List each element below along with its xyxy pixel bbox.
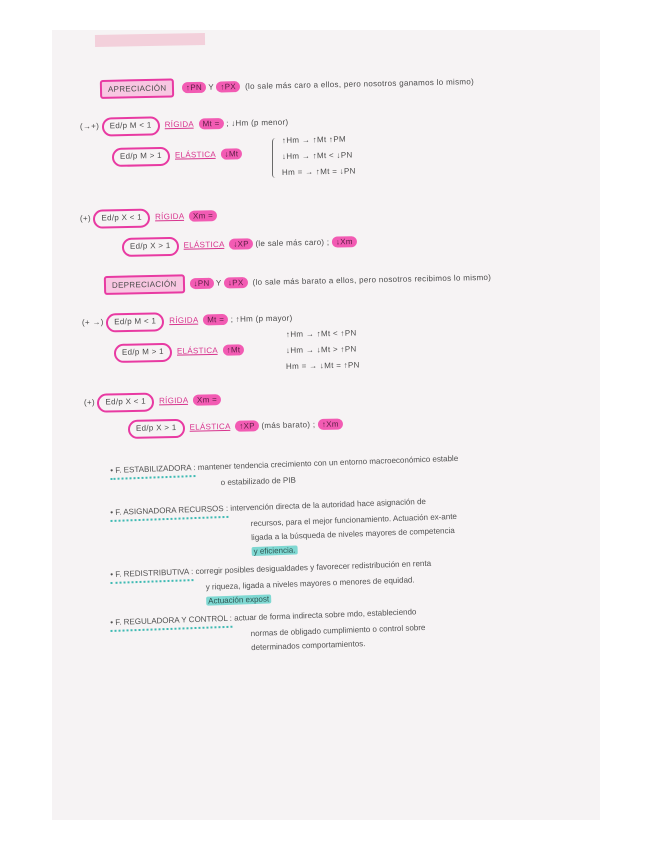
elastic-line: ↑Hm → ↑Mt ↑PM	[281, 134, 346, 145]
rigid-label: RÍGIDA	[169, 315, 199, 326]
elastic-label: ELÁSTICA	[174, 149, 216, 160]
rigid-label: RÍGIDA	[154, 211, 185, 222]
function-line: normas de obligado cumplimiento o control sobre	[250, 623, 426, 639]
rigid-value: Xm =	[189, 210, 217, 222]
elasticity-condition: Ed/p M < 1	[106, 312, 164, 332]
brace	[272, 138, 279, 178]
function-line: determinados comportamientos.	[251, 639, 366, 653]
sign-label: (+ →)	[81, 317, 104, 327]
apreciacion-pn: ↑PN	[182, 82, 206, 94]
elastic-value: ↑Mt	[222, 344, 244, 355]
rigid-label: RÍGIDA	[164, 119, 194, 130]
elastic-value: ↓Mt	[220, 148, 242, 159]
elastic-note: (le sale más caro) ;	[255, 237, 330, 249]
rigid-note: ; ↑Hm (p mayor)	[230, 313, 293, 324]
sign-label: (+)	[79, 213, 91, 223]
elastic-value: ↓XP	[229, 238, 253, 249]
elastic-label: ELÁSTICA	[189, 421, 231, 432]
elastic-line: ↑Hm → ↑Mt < ↑PN	[285, 328, 357, 339]
rigid-note: ; ↓Hm (p menor)	[226, 117, 289, 128]
elastic-line: ↓Hm → ↑Mt < ↓PN	[281, 150, 353, 161]
function-line: corregir posibles desigualdades y favorecer redistribución en renta	[195, 558, 432, 577]
depreciacion-title: DEPRECIACIÓN	[104, 274, 185, 295]
function-name: • F. ASIGNADORA RECURSOS :	[110, 502, 228, 522]
elasticity-condition: Ed/p M > 1	[112, 147, 170, 167]
apreciacion-m-elastic	[112, 145, 243, 167]
depreciacion-px: ↓PX	[224, 277, 248, 288]
rigid-value: Mt =	[199, 118, 224, 130]
rigid-value: Mt =	[203, 314, 228, 326]
apreciacion-note: (lo sale más caro a ellos, pero nosotros ganamos lo mismo)	[244, 77, 475, 91]
apreciacion-x-inelastic	[80, 207, 218, 229]
elastic-label: ELÁSTICA	[183, 239, 225, 250]
function-line: recursos, para el mejor funcionamiento. Actuación ex-ante	[250, 511, 458, 529]
depreciacion-note: (lo sale más barato a ellos, pero nosotros recibimos lo mismo)	[252, 272, 492, 287]
depreciacion-y: Y	[215, 278, 222, 288]
elasticity-condition: Ed/p X < 1	[93, 209, 150, 229]
elasticity-condition: Ed/p M > 1	[114, 343, 172, 363]
elastic-line: Hm = → ↓Mt = ↑PN	[285, 360, 360, 371]
depreciacion-x-inelastic	[84, 391, 222, 413]
function-line: mantener tendencia crecimiento con un entorno macroeconómico estable	[197, 453, 459, 472]
function-line: ligada a la búsqueda de niveles mayores de competencia	[251, 525, 455, 543]
apreciacion-px: ↑PX	[216, 81, 240, 92]
function-line: actuar de forma indirecta sobre mdo, estableciendo	[234, 607, 417, 623]
function-line: o estabilizado de PIB	[220, 475, 297, 488]
elastic-value: ↑XP	[235, 420, 259, 431]
elastic-note: (más barato) ;	[261, 420, 316, 431]
elastic-result: ↓Xm	[332, 236, 357, 248]
depreciacion-m-elastic	[114, 341, 245, 363]
function-line: y eficiencia.	[253, 545, 296, 557]
apreciacion-y: Y	[208, 82, 214, 92]
rigid-label: RÍGIDA	[158, 395, 189, 406]
function-name: • F. REGULADORA Y CONTROL :	[110, 612, 232, 632]
function-line: intervención directa de la autoridad hace asignación de	[230, 496, 427, 513]
function-line: Actuación expost	[208, 594, 270, 606]
depreciacion-pn: ↓PN	[189, 278, 213, 290]
elasticity-condition: Ed/p X > 1	[128, 419, 185, 439]
function-name: • F. REDISTRIBUTIVA :	[110, 565, 194, 584]
elastic-line: ↓Hm → ↓Mt > ↑PN	[285, 344, 357, 355]
elasticity-condition: Ed/p X > 1	[122, 237, 179, 257]
function-line: y riqueza, ligada a niveles mayores o menores de equidad.	[205, 575, 415, 592]
elastic-line: Hm = → ↑Mt = ↓PN	[281, 166, 356, 177]
apreciacion-title: APRECIACIÓN	[100, 78, 175, 99]
sign-label: (+)	[83, 397, 95, 407]
elasticity-condition: Ed/p M < 1	[102, 116, 160, 136]
elasticity-condition: Ed/p X < 1	[97, 393, 154, 413]
sign-label: (→+)	[79, 121, 100, 131]
elastic-label: ELÁSTICA	[176, 345, 218, 356]
elastic-result: ↑Xm	[318, 419, 343, 431]
function-name: • F. ESTABILIZADORA :	[110, 461, 196, 480]
washi-tape	[95, 33, 205, 47]
rigid-value: Xm =	[193, 394, 221, 406]
